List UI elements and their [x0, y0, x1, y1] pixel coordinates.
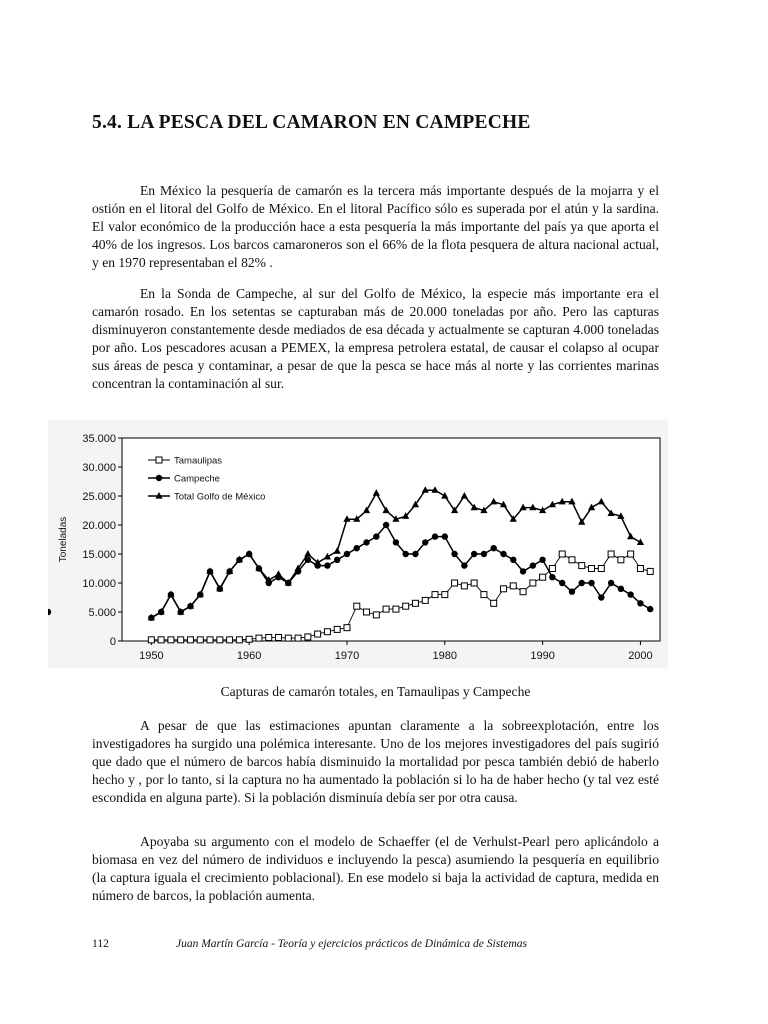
campeche-point	[48, 609, 51, 615]
campeche-point	[402, 551, 408, 557]
section-heading: 5.4. LA PESCA DEL CAMARON EN CAMPECHE	[92, 112, 531, 133]
campeche-point	[393, 539, 399, 545]
tamaulipas-point	[315, 631, 321, 637]
paragraph-schaeffer: Apoyaba su argumento con el modelo de Schaeffer (el de Verhulst-Pearl pero aplicándolo a biomasa en vez del número de individuos e incluyendo la pesca) asumiendo la pesquería en equilibrio (la captura iguala el crecimiento poblacional). En ese modelo si baja la actividad de captura, medida en número de barcos, la población aumenta.	[92, 834, 659, 903]
tamaulipas-point	[637, 566, 643, 572]
y-tick-label: 35.000	[82, 433, 116, 445]
tamaulipas-point	[373, 612, 379, 618]
campeche-point	[598, 594, 604, 600]
campeche-point	[373, 533, 379, 539]
campeche-point	[491, 545, 497, 551]
tamaulipas-point	[549, 566, 555, 572]
campeche-point	[510, 557, 516, 563]
x-tick-label: 1950	[139, 650, 164, 662]
x-tick-label: 1990	[530, 650, 555, 662]
campeche-point	[647, 606, 653, 612]
tamaulipas-point	[227, 637, 233, 643]
tamaulipas-point	[540, 574, 546, 580]
tamaulipas-point	[422, 597, 428, 603]
y-tick-label: 10.000	[82, 578, 116, 590]
tamaulipas-point	[207, 637, 213, 643]
paragraph-intro: En México la pesquería de camarón es la tercera más importante después de la mojarra y el ostión en el litoral del Golfo de México. En el litoral Pacífico sólo es superada por el atún y la sardina. El valor económico de la producción hace a esta pesquería la más importante del país ya que aporta el 40% de los ingresos. Los barcos camaroneros son el 66% de la flota pesquera de altura nacional actual, y en 1970 representaban el 82% .	[92, 183, 659, 270]
tamaulipas-point	[305, 634, 311, 640]
chart-caption: Capturas de camarón totales, en Tamaulipas y Campeche	[220, 684, 531, 699]
campeche-point	[461, 562, 467, 568]
y-axis-title: Toneladas	[58, 516, 69, 563]
tamaulipas-point	[530, 580, 536, 586]
tamaulipas-point	[589, 566, 595, 572]
x-tick-label: 1980	[432, 650, 458, 662]
campeche-point	[549, 574, 555, 580]
page-number: 112	[92, 938, 109, 950]
tamaulipas-point	[452, 580, 458, 586]
tamaulipas-point	[266, 635, 272, 641]
campeche-point	[608, 580, 614, 586]
campeche-point	[471, 551, 477, 557]
tamaulipas-point	[471, 580, 477, 586]
tamaulipas-point	[647, 568, 653, 574]
tamaulipas-point	[579, 563, 585, 569]
legend-campeche-point	[156, 475, 162, 481]
tamaulipas-point	[442, 592, 448, 598]
y-tick-label: 0	[109, 636, 116, 648]
campeche-point	[412, 551, 418, 557]
tamaulipas-point	[412, 600, 418, 606]
campeche-point	[569, 589, 575, 595]
tamaulipas-point	[364, 609, 370, 615]
tamaulipas-point	[217, 637, 223, 643]
tamaulipas-point	[354, 603, 360, 609]
tamaulipas-point	[481, 592, 487, 598]
y-tick-label: 5.000	[88, 607, 116, 619]
tamaulipas-point	[432, 592, 438, 598]
campeche-point	[637, 600, 643, 606]
tamaulipas-point	[520, 589, 526, 595]
tamaulipas-point	[178, 637, 184, 643]
campeche-point	[481, 551, 487, 557]
tamaulipas-point	[295, 635, 301, 641]
campeche-point	[334, 557, 340, 563]
tamaulipas-point	[569, 557, 575, 563]
tamaulipas-point	[500, 586, 506, 592]
catch-chart-svg	[48, 420, 668, 668]
campeche-point	[520, 568, 526, 574]
tamaulipas-point	[285, 635, 291, 641]
tamaulipas-point	[344, 625, 350, 631]
campeche-point	[530, 562, 536, 568]
tamaulipas-point	[276, 635, 282, 641]
tamaulipas-point	[168, 637, 174, 643]
tamaulipas-point	[628, 551, 634, 557]
campeche-point	[324, 562, 330, 568]
tamaulipas-point	[510, 583, 516, 589]
legend-tamaulipas-point	[156, 457, 162, 463]
tamaulipas-point	[608, 551, 614, 557]
tamaulipas-point	[197, 637, 203, 643]
tamaulipas-point	[324, 629, 330, 635]
legend-label-tamaulipas: Tamaulipas	[174, 455, 223, 467]
campeche-point	[539, 557, 545, 563]
plot-area	[122, 438, 660, 641]
tamaulipas-point	[383, 606, 389, 612]
tamaulipas-point	[236, 637, 242, 643]
y-tick-label: 20.000	[82, 520, 116, 532]
tamaulipas-point	[334, 626, 340, 632]
campeche-point	[588, 580, 594, 586]
campeche-point	[383, 522, 389, 528]
tamaulipas-point	[403, 603, 409, 609]
tamaulipas-point	[393, 606, 399, 612]
campeche-point	[363, 539, 369, 545]
legend-label-campeche: Campeche	[174, 473, 220, 485]
x-tick-label: 2000	[628, 650, 653, 662]
tamaulipas-point	[618, 557, 624, 563]
campeche-point	[344, 551, 350, 557]
campeche-point	[627, 591, 633, 597]
campeche-point	[559, 580, 565, 586]
footer-text: Juan Martín García - Teoría y ejercicios prácticos de Dinámica de Sistemas	[176, 938, 528, 950]
campeche-point	[422, 539, 428, 545]
tamaulipas-point	[559, 551, 565, 557]
tamaulipas-point	[461, 583, 467, 589]
tamaulipas-point	[256, 635, 262, 641]
tamaulipas-point	[491, 600, 497, 606]
tamaulipas-point	[148, 637, 154, 643]
campeche-point	[432, 533, 438, 539]
campeche-point	[500, 551, 506, 557]
y-tick-label: 30.000	[82, 462, 116, 474]
tamaulipas-point	[246, 636, 252, 642]
campeche-point	[451, 551, 457, 557]
tamaulipas-point	[598, 566, 604, 572]
catch-chart	[48, 420, 668, 668]
x-tick-label: 1960	[236, 650, 262, 662]
x-tick-label: 1970	[334, 650, 360, 662]
tamaulipas-point	[187, 637, 193, 643]
paragraph-debate: A pesar de que las estimaciones apuntan claramente a la sobreexplotación, entre los investigadores ha surgido una polémica interesante. Uno de los mejores investigadores del país sugirió que dado que el número de barcos había disminuido la mortalidad por pesca también debió de haberlo hecho y , por lo tanto, si la captura no ha aumentado la población si lo ha de haber hecho (y tal vez esté escondida en alguna parte). Si la población disminuía debía ser por otra causa.	[92, 718, 659, 805]
campeche-point	[618, 586, 624, 592]
campeche-point	[442, 533, 448, 539]
campeche-point	[579, 580, 585, 586]
legend-label-total-golfo-de-m-xico: Total Golfo de México	[174, 491, 266, 503]
campeche-point	[354, 545, 360, 551]
y-tick-label: 25.000	[82, 491, 116, 503]
tamaulipas-point	[158, 637, 164, 643]
paragraph-campeche: En la Sonda de Campeche, al sur del Golfo de México, la especie más importante era el camarón rosado. En los setentas se capturaban más de 20.000 toneladas por año. Pero las capturas disminuyeron constantemente desde mediados de esa década y actualmente se capturan 4.000 toneladas por año. Los pescadores acusan a PEMEX, la empresa petrolera estatal, de causar el colapso al ocupar sus áreas de pesca y contaminar, a pesar de que la pesca se hace más al norte y las corrientes marinas concentran la contaminación al sur.	[92, 286, 659, 391]
y-tick-label: 15.000	[82, 549, 116, 561]
